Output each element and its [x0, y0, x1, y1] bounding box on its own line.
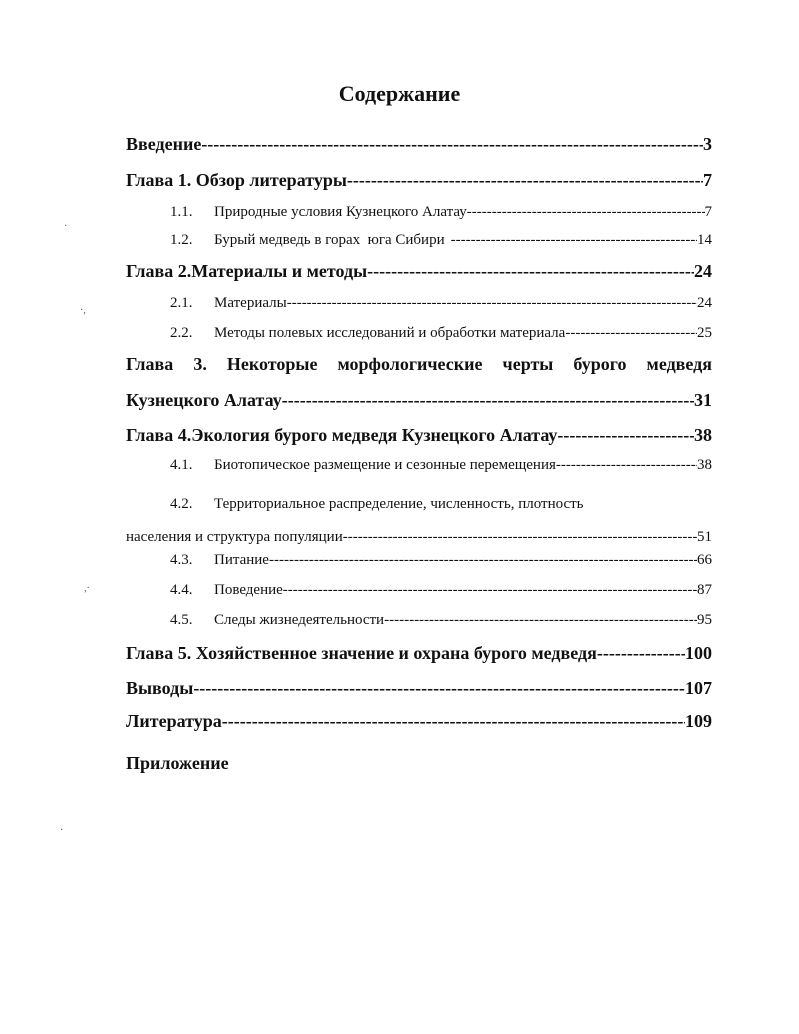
dot-leader: [384, 610, 697, 630]
toc-entry-text: Выводы: [126, 678, 194, 698]
toc-entry-text: Питание: [214, 552, 269, 568]
toc-page-number: 51: [697, 529, 712, 545]
toc-entry-text: Глава 4.Экология бурого медведя Кузнецкого Алатау: [126, 425, 558, 445]
toc-section-number: 1.1.: [170, 204, 193, 220]
toc-page-number: 100: [685, 643, 712, 663]
toc-entry-4-5: [170, 610, 712, 630]
toc-page-number: 7: [704, 204, 712, 220]
toc-page-number: 95: [697, 612, 712, 628]
dot-leader: [451, 230, 697, 250]
toc-entry-chapter-1: [126, 169, 712, 191]
toc-entry-chapter-4: [126, 424, 712, 446]
toc-page-number: 66: [697, 552, 712, 568]
toc-entry-chapter-5: [126, 642, 712, 664]
page-title: Содержание: [338, 81, 461, 106]
dot-leader: [565, 323, 697, 343]
toc-entry-text: Территориальное распределение, численность, плотность: [214, 496, 584, 512]
toc-entry-text: Природные условия Кузнецкого Алатау: [214, 204, 467, 220]
toc-entry-text: Литература: [126, 711, 222, 731]
toc-entry-4-2-line-1: [170, 494, 712, 514]
toc-entry-text: Глава 5. Хозяйственное значение и охрана бурого медведя: [126, 643, 597, 663]
toc-entry-text: Материалы: [214, 295, 287, 311]
toc-page-number: 31: [694, 390, 712, 410]
toc-entry-1-1: [170, 202, 712, 222]
toc-section-number: 2.1.: [170, 295, 193, 311]
dot-leader: [193, 677, 685, 699]
toc-entry-introduction: [126, 133, 712, 155]
dot-leader: [467, 202, 705, 222]
toc-entry-4-3: [170, 550, 712, 570]
scan-speck: ,·: [84, 583, 90, 594]
toc-entry-text: Поведение: [214, 582, 283, 598]
dot-leader: [287, 293, 697, 313]
toc-page-number: 87: [697, 582, 712, 598]
toc-entry-text: Введение: [126, 134, 202, 154]
toc-entry-text: Методы полевых исследований и обработки материала: [214, 325, 566, 341]
toc-entry-text: Глава 1. Обзор литературы: [126, 170, 347, 190]
toc-section-number: 4.1.: [170, 457, 193, 473]
dot-leader: [597, 642, 685, 664]
toc-section-number: 4.4.: [170, 582, 193, 598]
dot-leader: [557, 424, 694, 446]
dot-leader: [343, 527, 697, 547]
toc-entry-text: Бурый медведь в горах юга Сибири: [214, 232, 445, 248]
toc-entry-2-1: [170, 293, 712, 313]
scan-speck: ·: [60, 825, 64, 836]
toc-page-number: 24: [694, 261, 712, 281]
toc-entry-text: Следы жизнедеятельности: [214, 612, 385, 628]
toc-entry-4-1: [170, 455, 712, 475]
toc-entry-text: Биотопическое размещение и сезонные перемещения: [214, 457, 556, 473]
scan-speck: ·: [64, 221, 68, 232]
dot-leader: [556, 455, 697, 475]
toc-entry-appendix: Приложение: [126, 753, 229, 773]
toc-section-number: 4.2.: [170, 496, 193, 512]
dot-leader: [282, 389, 694, 411]
dot-leader: [347, 169, 703, 191]
toc-entry-4-2: [126, 527, 712, 547]
toc-entry-literature: [126, 710, 712, 732]
dot-leader: [222, 710, 685, 732]
toc-entry-chapter-2: [126, 260, 712, 282]
toc-section-number: 4.3.: [170, 552, 193, 568]
toc-page-number: 38: [694, 425, 712, 445]
dot-leader: [367, 260, 694, 282]
toc-entry-2-2: [170, 323, 712, 343]
toc-entry-conclusions: [126, 677, 712, 699]
dot-leader: [269, 550, 697, 570]
toc-page-number: 24: [697, 295, 712, 311]
toc-page-number: 3: [703, 134, 712, 154]
toc-page-number: 7: [703, 170, 712, 190]
toc-page-number: 109: [685, 711, 712, 731]
toc-entry-text: Глава 2.Материалы и методы: [126, 261, 368, 281]
toc-section-number: 4.5.: [170, 612, 193, 628]
toc-entry-4-4: [170, 580, 712, 600]
toc-entry-chapter-3-line-1: Глава 3. Некоторые морфологические черты бурого медведя: [126, 354, 712, 374]
toc-section-number: 1.2.: [170, 232, 193, 248]
dot-leader: [283, 580, 697, 600]
toc-entry-text: населения и структура популяции: [126, 529, 343, 545]
toc-entry-1-2: [170, 230, 712, 250]
toc-section-number: 2.2.: [170, 325, 193, 341]
toc-page-number: 14: [697, 232, 712, 248]
toc-page-number: 107: [685, 678, 712, 698]
toc-page-number: 38: [697, 457, 712, 473]
scan-speck: ·,: [80, 305, 86, 316]
toc-entry-chapter-3: [126, 389, 712, 411]
dot-leader: [201, 133, 703, 155]
toc-entry-text: Кузнецкого Алатау: [126, 390, 282, 410]
toc-page-number: 25: [697, 325, 712, 341]
